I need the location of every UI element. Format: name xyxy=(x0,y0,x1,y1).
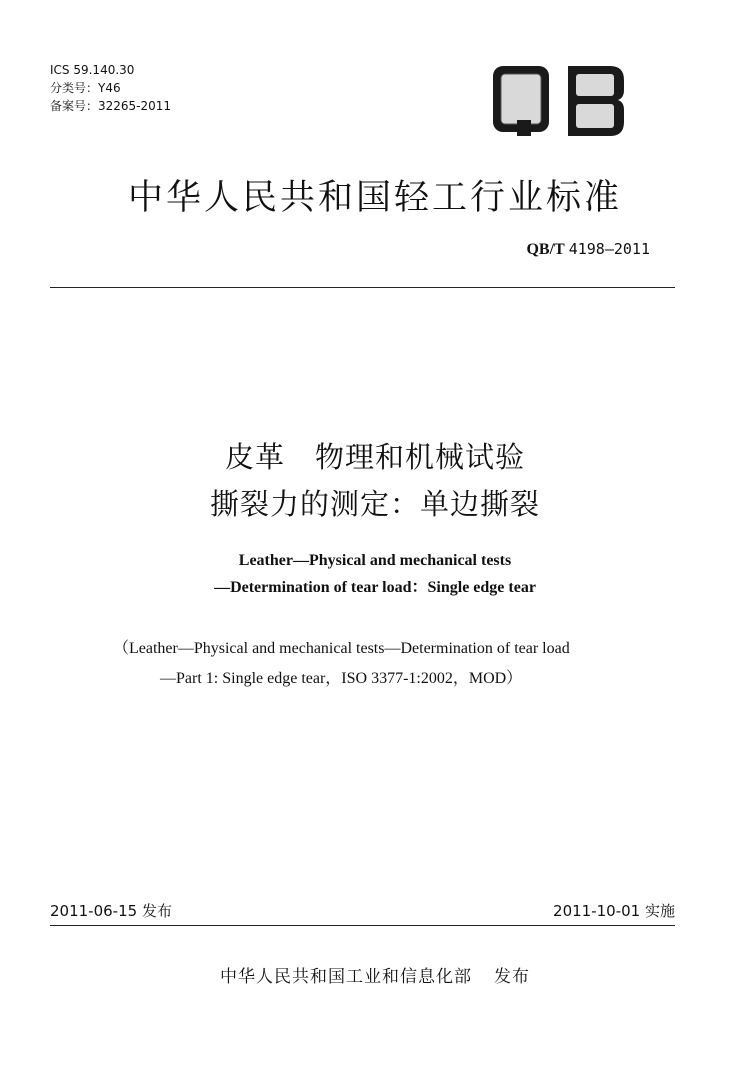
qb-logo-b xyxy=(566,64,626,138)
reference-title-line-1: （Leather—Physical and mechanical tests—Determination of tear load xyxy=(113,640,570,657)
publisher-action: 发布 xyxy=(494,967,530,987)
english-title-line-2: —Determination of tear load：Single edge tear xyxy=(214,579,536,596)
english-title-line-1: Leather—Physical and mechanical tests xyxy=(238,552,512,569)
publisher-name: 中华人民共和国工业和信息化部 xyxy=(220,967,472,987)
ics-code: ICS 59.140.30 xyxy=(50,63,135,77)
standard-code-number: 4198—2011 xyxy=(568,240,650,258)
implementation-date: 2011-10-01 实施 xyxy=(553,902,675,920)
qb-logo-q xyxy=(491,64,551,138)
publisher-line xyxy=(0,962,750,987)
reference-title-line-2: —Part 1: Single edge tear，ISO 3377-1:2002，MOD） xyxy=(160,670,523,687)
chinese-title-line-1: 皮革 物理和机械试验 xyxy=(224,440,525,474)
issue-date: 2011-06-15 发布 xyxy=(50,902,172,920)
standard-code-prefix: QB/T xyxy=(526,241,565,258)
chinese-title-line-2: 撕裂力的测定：单边撕裂 xyxy=(209,487,540,521)
standard-category-title: 中华人民共和国轻工行业标准 xyxy=(127,178,622,218)
top-divider xyxy=(50,287,675,288)
bottom-divider xyxy=(50,925,675,926)
standard-code xyxy=(526,240,650,259)
record-number: 备案号：32265-2011 xyxy=(50,99,172,113)
classification-number: 分类号：Y46 xyxy=(50,81,121,95)
